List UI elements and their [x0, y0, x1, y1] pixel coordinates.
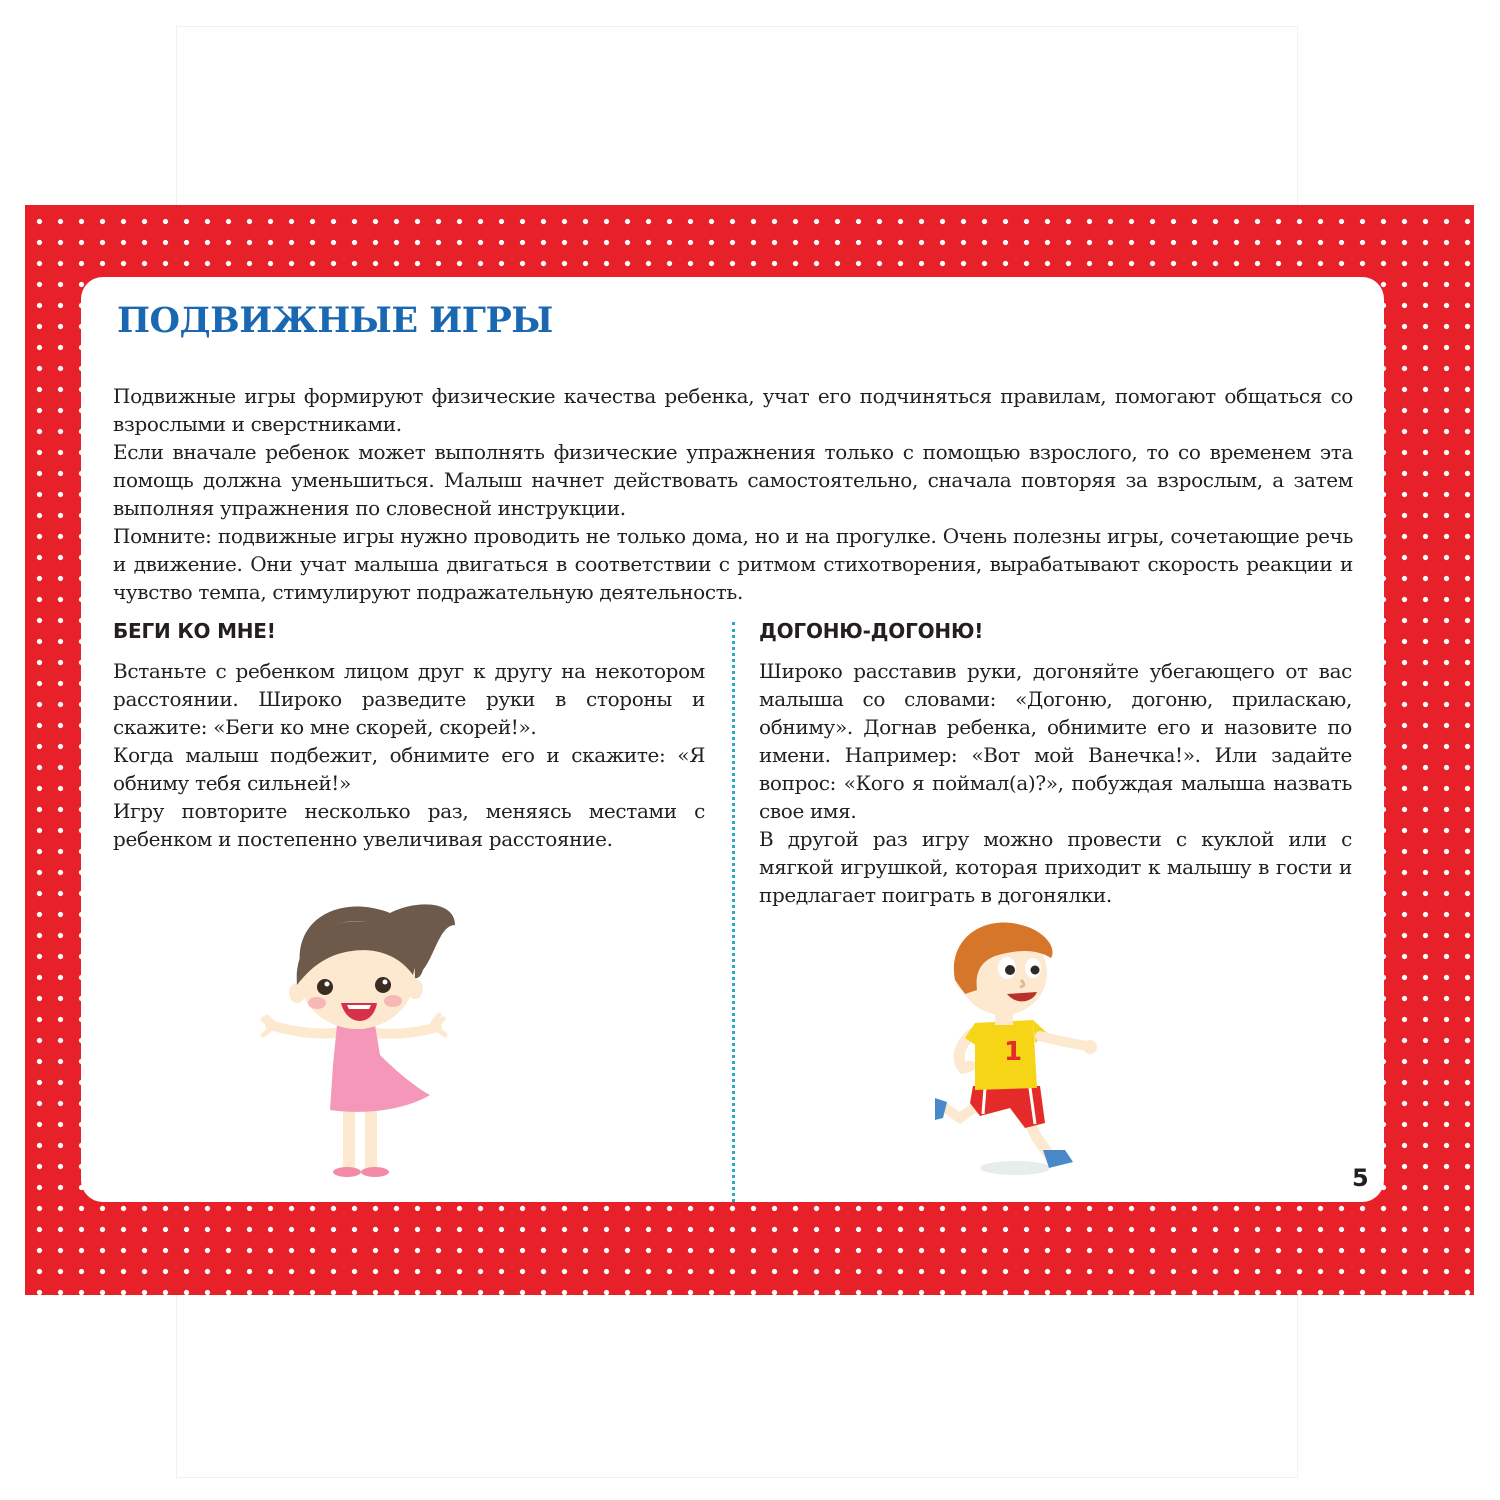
intro-paragraph: Подвижные игры формируют физические качества ребенка, учат его подчиняться правилам, помогают общаться со взрослыми и сверстниками. [113, 384, 1353, 436]
page-title: ПОДВИЖНЫЕ ИГРЫ [117, 300, 553, 341]
boy-illustration [925, 918, 1100, 1178]
right-game-text [759, 657, 1352, 909]
right-game-paragraph: Широко расставив руки, догоняйте убегающего от вас малыша со словами: «Догоню, догоню, приласкаю, обниму». Догнав ребенка, обнимите его и назовите по имени. Например: «Вот мой Ванечка!». Или задайте вопрос: «Кого я поймал(а)?», побуждая малыша назвать свое имя. [759, 659, 1352, 823]
page-number: 5 [1352, 1164, 1369, 1192]
right-game-title: ДОГОНЮ-ДОГОНЮ! [759, 619, 984, 643]
left-game-paragraph: Встаньте с ребенком лицом друг к другу на некотором расстоянии. Широко разведите руки в стороны и скажите: «Беги ко мне скорей, скорей!». [113, 659, 705, 739]
shirt-number: 1 [1003, 1037, 1023, 1067]
left-game-paragraph: Когда малыш подбежит, обнимите его и скажите: «Я обниму тебя сильней!» [113, 743, 705, 795]
girl-illustration [255, 895, 465, 1185]
column-divider [732, 622, 735, 1202]
intro-paragraph: Если вначале ребенок может выполнять физические упражнения только с помощью взрослого, то со временем эта помощь должна уменьшиться. Малыш начнет действовать самостоятельно, сначала повторяя за взрослым, а затем выполняя упражнения по словесной инструкции. [113, 440, 1353, 520]
left-game-paragraph: Игру повторите несколько раз, меняясь местами с ребенком и постепенно увеличивая расстояние. [113, 799, 705, 851]
intro-paragraph: Помните: подвижные игры нужно проводить не только дома, но и на прогулке. Очень полезны игры, сочетающие речь и движение. Они учат малыша двигаться в соответствии с ритмом стихотворения, вырабатывают скорость реакции и чувство темпа, стимулируют подражательную деятельность. [113, 524, 1353, 604]
left-game-title: БЕГИ КО МНЕ! [113, 619, 276, 643]
right-game-paragraph: В другой раз игру можно провести с куклой или с мягкой игрушкой, которая приходит к малышу в гости и предлагает поиграть в догонялки. [759, 827, 1352, 907]
intro-text [113, 382, 1353, 606]
left-game-text [113, 657, 705, 853]
